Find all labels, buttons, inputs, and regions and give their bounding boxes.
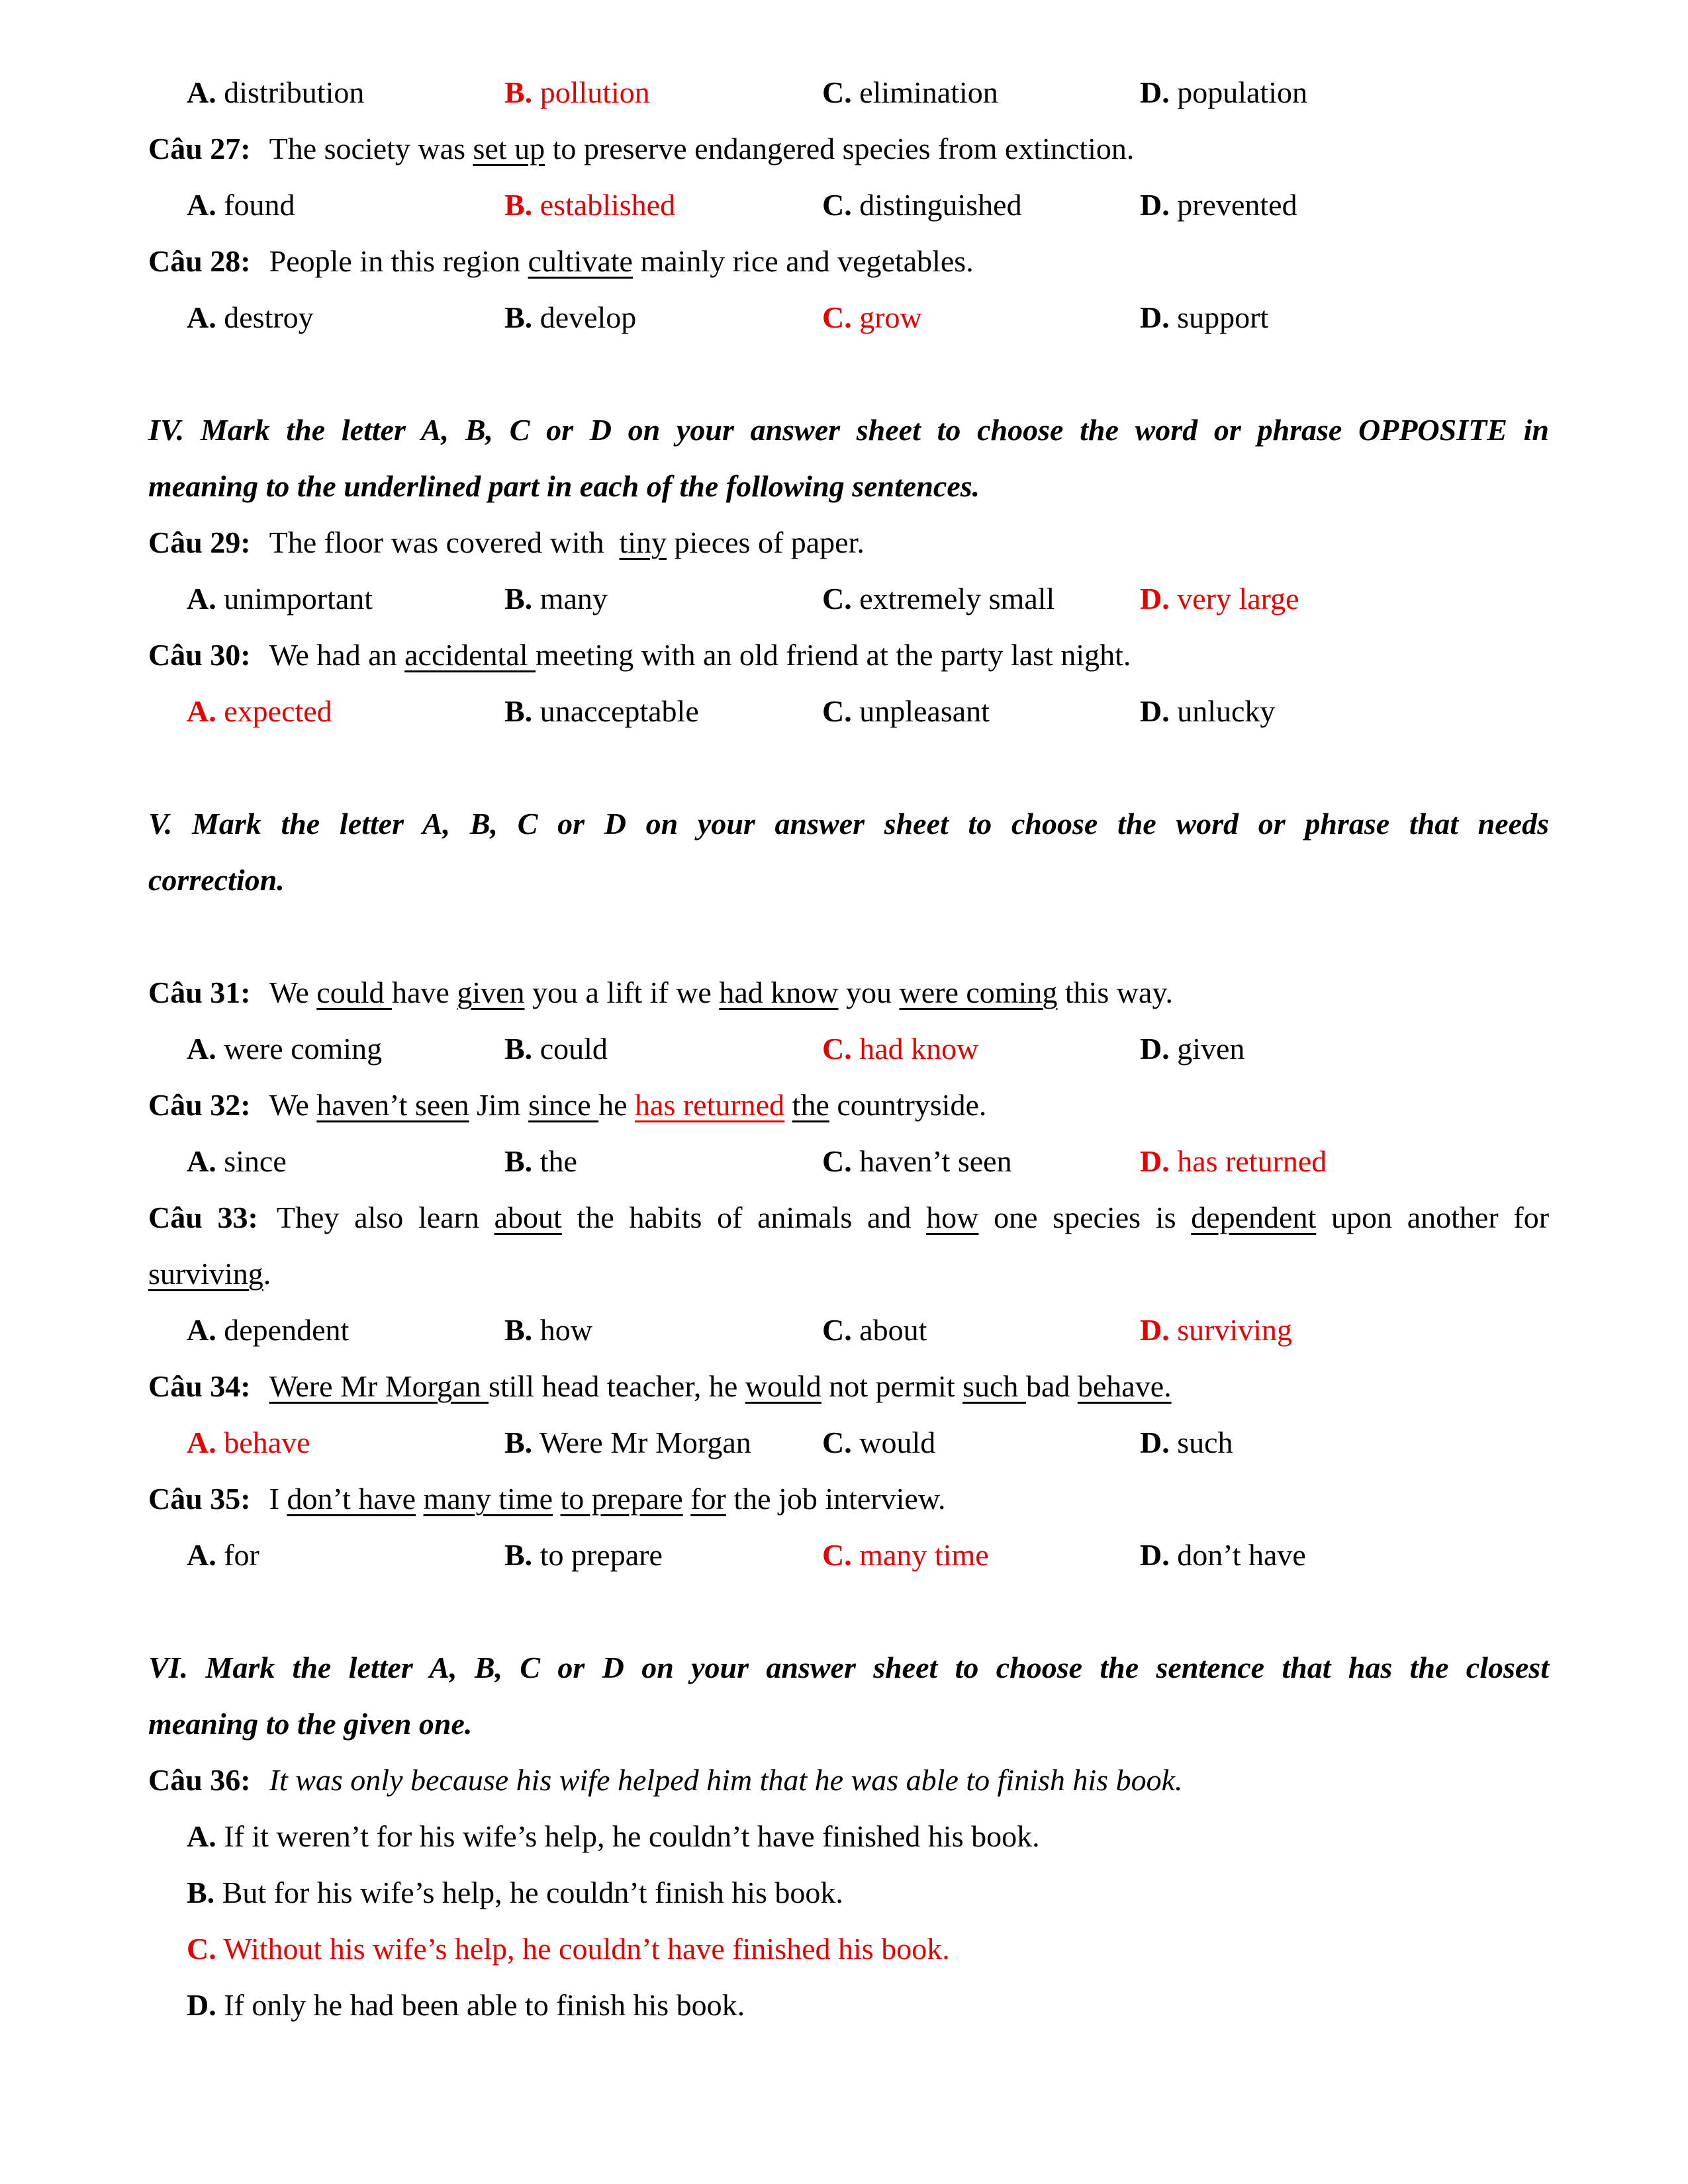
q34-option-d[interactable]: D. such [1140, 1426, 1233, 1459]
section-v-heading-cont: correction. [148, 863, 285, 897]
q31-question: Câu 31: We could have given you a lift if we had know you were coming this way. [148, 976, 1173, 1009]
q33-option-b[interactable]: B. how [504, 1313, 592, 1347]
q33-option-c[interactable]: C. about [822, 1313, 927, 1347]
q36-option-d[interactable]: D. If only he had been able to finish his book. [187, 1988, 745, 2022]
q36-option-c[interactable]: C. Without his wife’s help, he couldn’t have finished his book. [187, 1932, 950, 1966]
q28-option-b[interactable]: B. develop [504, 300, 637, 334]
q27-option-b[interactable]: B. established [504, 188, 676, 222]
q31-option-a[interactable]: A. were coming [187, 1032, 383, 1066]
q36-option-b[interactable]: B. But for his wife’s help, he couldn’t finish his book. [187, 1876, 843, 1909]
q35-option-c[interactable]: C. many time [822, 1538, 989, 1572]
q33-option-d[interactable]: D. surviving [1140, 1313, 1293, 1347]
q33-question-cont: surviving. [148, 1257, 271, 1291]
section-vi-heading-cont: meaning to the given one. [148, 1707, 473, 1741]
q35-option-b[interactable]: B. to prepare [504, 1538, 663, 1572]
q29-option-a[interactable]: A. unimportant [187, 582, 373, 615]
q34-option-c[interactable]: C. would [822, 1426, 936, 1459]
q28-question: Câu 28: People in this region cultivate mainly rice and vegetables. [148, 244, 974, 278]
q29-option-b[interactable]: B. many [504, 582, 608, 615]
q34-question: Câu 34: Were Mr Morgan still head teacher, he would not permit such bad behave. [148, 1369, 1172, 1403]
q30-option-c[interactable]: C. unpleasant [822, 694, 990, 728]
q33-question: Câu 33: They also learn about the habits of animals and how one species is dependent upon another for [148, 1201, 1550, 1234]
q35-option-a[interactable]: A. for [187, 1538, 259, 1572]
q35-question: Câu 35: I don’t have many time to prepare for the job interview. [148, 1482, 946, 1516]
q30-option-a[interactable]: A. expected [187, 694, 332, 728]
q32-option-d[interactable]: D. has returned [1140, 1144, 1327, 1178]
q31-option-c[interactable]: C. had know [822, 1032, 979, 1066]
q27-option-a[interactable]: A. found [187, 188, 295, 222]
q32-option-b[interactable]: B. the [504, 1144, 577, 1178]
q32-option-a[interactable]: A. since [187, 1144, 287, 1178]
section-vi-heading: VI. Mark the letter A, B, C or D on your answer sheet to choose the sentence that has the closest [148, 1651, 1549, 1684]
q28-option-d[interactable]: D. support [1140, 300, 1269, 334]
q26-option-b[interactable]: B. pollution [504, 75, 650, 109]
q35-option-d[interactable]: D. don’t have [1140, 1538, 1306, 1572]
q30-option-d[interactable]: D. unlucky [1140, 694, 1276, 728]
q31-option-d[interactable]: D. given [1140, 1032, 1245, 1066]
section-iv-heading: IV. Mark the letter A, B, C or D on your answer sheet to choose the word or phrase OPPOSITE in [148, 413, 1549, 447]
q34-option-b[interactable]: B. Were Mr Morgan [504, 1426, 751, 1459]
q29-question: Câu 29: The floor was covered with tiny pieces of paper. [148, 525, 865, 559]
q34-option-a[interactable]: A. behave [187, 1426, 310, 1459]
q26-option-d[interactable]: D. population [1140, 75, 1307, 109]
section-v-heading: V. Mark the letter A, B, C or D on your answer sheet to choose the word or phrase that needs [148, 807, 1549, 841]
q32-question: Câu 32: We haven’t seen Jim since he has returned the countryside. [148, 1088, 987, 1122]
q31-option-b[interactable]: B. could [504, 1032, 608, 1066]
q26-option-a[interactable]: A. distribution [187, 75, 365, 109]
q27-option-c[interactable]: C. distinguished [822, 188, 1022, 222]
q28-option-c[interactable]: C. grow [822, 300, 922, 334]
q36-option-a[interactable]: A. If it weren’t for his wife’s help, he couldn’t have finished his book. [187, 1819, 1040, 1853]
section-iv-heading-cont: meaning to the underlined part in each of the following sentences. [148, 469, 980, 503]
q30-option-b[interactable]: B. unacceptable [504, 694, 699, 728]
q28-option-a[interactable]: A. destroy [187, 300, 314, 334]
q32-option-c[interactable]: C. haven’t seen [822, 1144, 1012, 1178]
q33-option-a[interactable]: A. dependent [187, 1313, 350, 1347]
q27-question: Câu 27: The society was set up to preserve endangered species from extinction. [148, 132, 1135, 165]
q29-option-c[interactable]: C. extremely small [822, 582, 1055, 615]
q29-option-d[interactable]: D. very large [1140, 582, 1299, 615]
q30-question: Câu 30: We had an accidental meeting with an old friend at the party last night. [148, 638, 1131, 672]
q26-option-c[interactable]: C. elimination [822, 75, 998, 109]
q36-question: Câu 36: It was only because his wife helped him that he was able to finish his book. [148, 1763, 1183, 1797]
q27-option-d[interactable]: D. prevented [1140, 188, 1297, 222]
